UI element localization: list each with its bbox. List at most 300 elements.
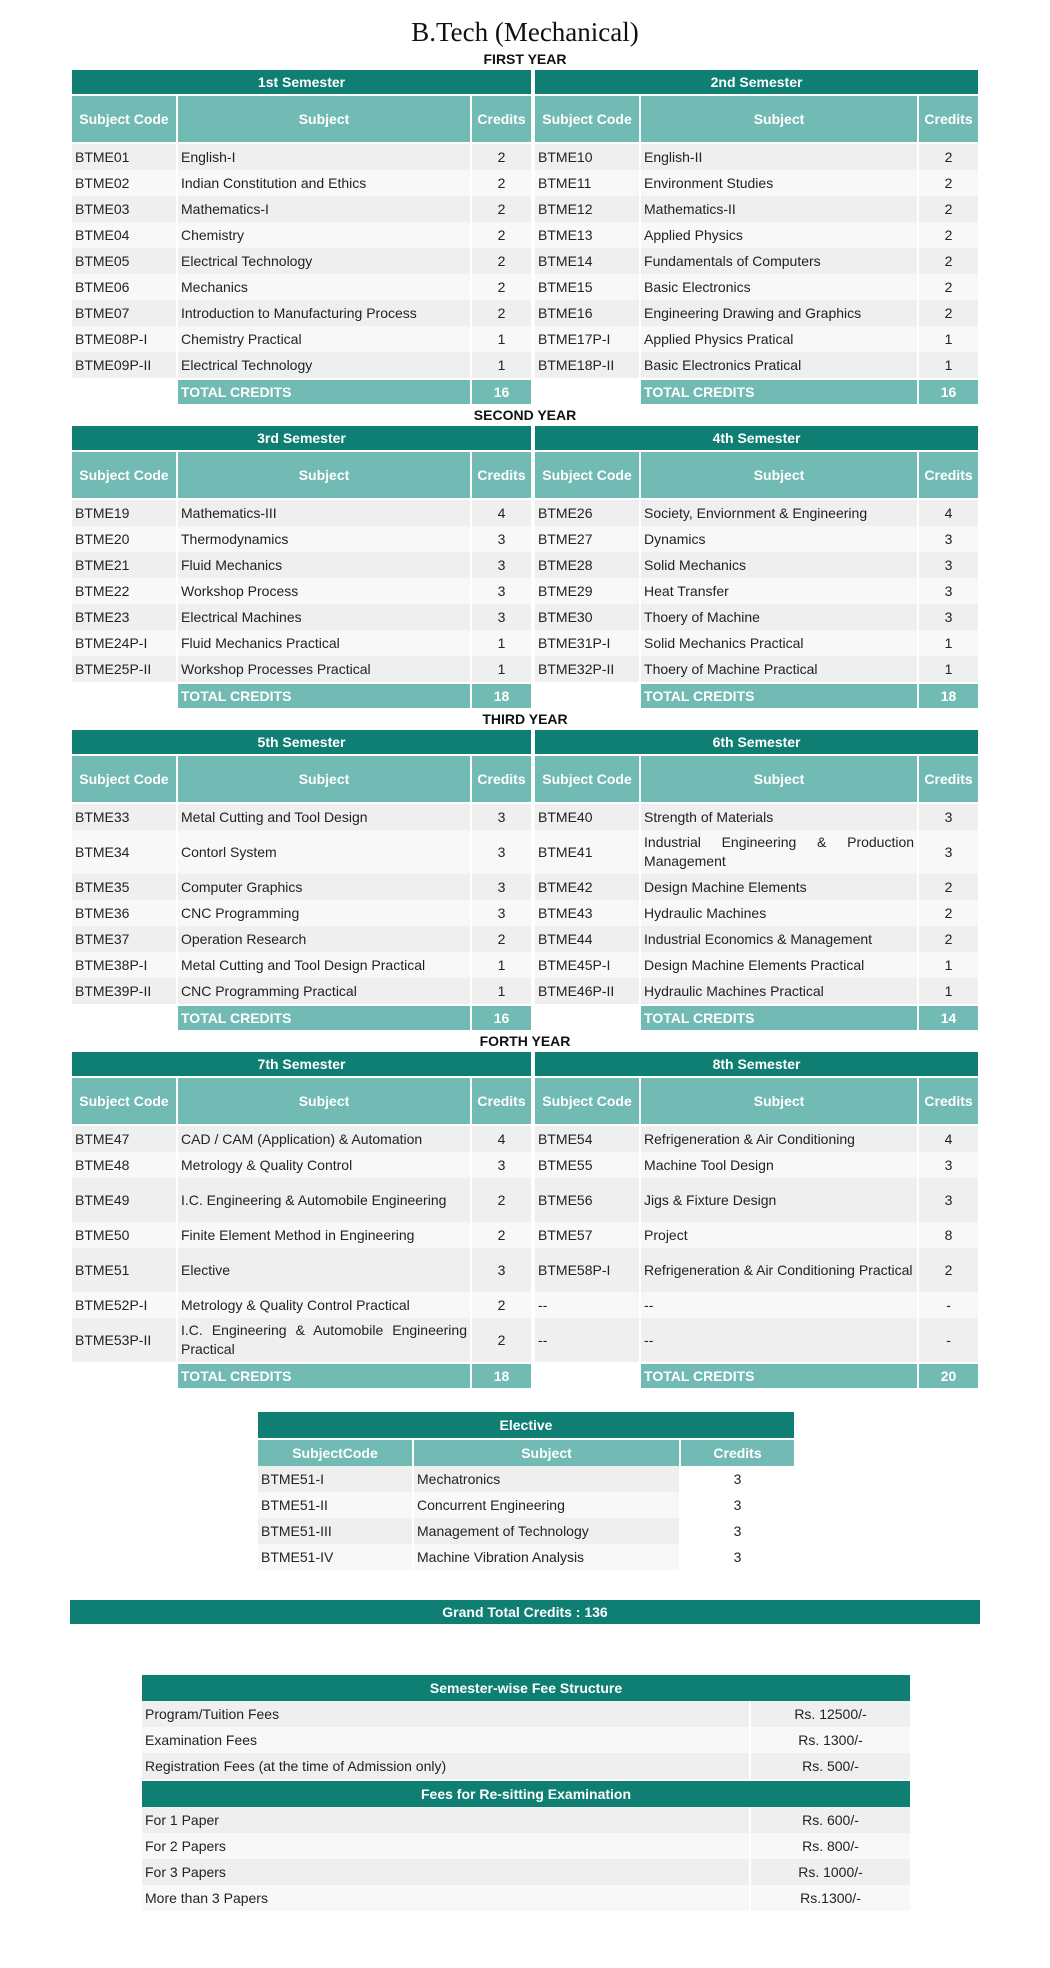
subject-code: BTME01 (72, 144, 176, 170)
subject-name: Workshop Processes Practical (178, 656, 470, 682)
subject-code: BTME15 (535, 274, 639, 300)
col-header-credits: Credits (472, 94, 531, 144)
table-row (535, 1318, 978, 1362)
subject-credits: 1 (472, 656, 531, 682)
subject-credits: 2 (472, 1292, 531, 1318)
subject-code: BTME32P-II (535, 656, 639, 682)
subject-name: Workshop Process (178, 578, 470, 604)
subject-code: BTME10 (535, 144, 639, 170)
subject-code: BTME56 (535, 1178, 639, 1222)
fee-amount: Rs. 1300/- (751, 1727, 910, 1753)
subject-credits: 1 (472, 630, 531, 656)
table-row (72, 900, 531, 926)
table-row (535, 978, 978, 1004)
subject-code: BTME07 (72, 300, 176, 326)
col-header-credits: Credits (919, 754, 978, 804)
elective-code: BTME51-III (258, 1518, 412, 1544)
elective-subject: Concurrent Engineering (414, 1492, 679, 1518)
subject-code: BTME24P-I (72, 630, 176, 656)
subject-name: Refrigeneration & Air Conditioning (641, 1126, 917, 1152)
col-header-subject: Subject (178, 94, 470, 144)
table-row (72, 978, 531, 1004)
subject-credits: 3 (919, 830, 978, 874)
subject-credits: 2 (919, 1248, 978, 1292)
elective-title: Elective (258, 1412, 794, 1438)
table-row (535, 352, 978, 378)
subject-code: BTME57 (535, 1222, 639, 1248)
subject-credits: 2 (472, 196, 531, 222)
subject-name: Basic Electronics (641, 274, 917, 300)
table-row (535, 1152, 978, 1178)
subject-code: BTME12 (535, 196, 639, 222)
fee-row (142, 1833, 910, 1859)
elective-col-code: SubjectCode (258, 1438, 412, 1466)
col-header-credits: Credits (919, 94, 978, 144)
table-row (72, 926, 531, 952)
table-row (72, 578, 531, 604)
table-row (72, 1126, 531, 1152)
subject-credits: 2 (472, 926, 531, 952)
elective-code: BTME51-II (258, 1492, 412, 1518)
table-row (72, 500, 531, 526)
total-value: 18 (919, 682, 978, 708)
total-spacer (535, 378, 639, 404)
table-row (535, 248, 978, 274)
subject-credits: - (919, 1292, 978, 1318)
table-row (72, 1152, 531, 1178)
total-label: TOTAL CREDITS (178, 1004, 470, 1030)
semester-table (70, 730, 533, 1030)
subject-credits: 4 (472, 500, 531, 526)
semester-title: 4th Semester (535, 426, 978, 450)
table-row (72, 274, 531, 300)
subject-code: BTME39P-II (72, 978, 176, 1004)
table-row (258, 1492, 794, 1518)
fee-label: Program/Tuition Fees (142, 1701, 749, 1727)
fee-label: For 1 Paper (142, 1807, 749, 1833)
subject-code: BTME11 (535, 170, 639, 196)
table-row (535, 300, 978, 326)
subject-code: BTME35 (72, 874, 176, 900)
total-row (535, 682, 978, 708)
total-value: 18 (472, 682, 531, 708)
elective-code: BTME51-I (258, 1466, 412, 1492)
semester-title: 7th Semester (72, 1052, 531, 1076)
subject-credits: 2 (472, 170, 531, 196)
table-row (535, 830, 978, 874)
year-label: THIRD YEAR (482, 711, 568, 727)
subject-code: BTME06 (72, 274, 176, 300)
subject-name: Heat Transfer (641, 578, 917, 604)
subject-name: Society, Enviornment & Engineering (641, 500, 917, 526)
total-row (72, 1362, 531, 1388)
fee-row (142, 1859, 910, 1885)
total-spacer (535, 682, 639, 708)
year-row (70, 70, 980, 404)
total-value: 14 (919, 1004, 978, 1030)
table-row (535, 144, 978, 170)
total-label: TOTAL CREDITS (641, 378, 917, 404)
subject-name: Introduction to Manufacturing Process (178, 300, 470, 326)
elective-col-subject: Subject (414, 1438, 679, 1466)
subject-name: Design Machine Elements Practical (641, 952, 917, 978)
subject-credits: 1 (472, 952, 531, 978)
subject-code: BTME48 (72, 1152, 176, 1178)
fee-label: For 3 Papers (142, 1859, 749, 1885)
subject-name: Basic Electronics Pratical (641, 352, 917, 378)
subject-credits: 3 (919, 1152, 978, 1178)
col-header-subject: Subject (178, 754, 470, 804)
subject-credits: 2 (472, 300, 531, 326)
subject-name: Chemistry (178, 222, 470, 248)
subject-name: Design Machine Elements (641, 874, 917, 900)
subject-name: CAD / CAM (Application) & Automation (178, 1126, 470, 1152)
subject-credits: 3 (472, 578, 531, 604)
subject-credits: 1 (472, 978, 531, 1004)
subject-name: Project (641, 1222, 917, 1248)
table-row (72, 196, 531, 222)
total-label: TOTAL CREDITS (641, 1004, 917, 1030)
subject-credits: 2 (919, 248, 978, 274)
subject-credits: 3 (472, 900, 531, 926)
subject-name: English-I (178, 144, 470, 170)
elective-subject: Mechatronics (414, 1466, 679, 1492)
table-row (535, 578, 978, 604)
year-row (70, 426, 980, 708)
table-row (258, 1466, 794, 1492)
subject-name: English-II (641, 144, 917, 170)
subject-credits: 2 (472, 248, 531, 274)
subject-name: Operation Research (178, 926, 470, 952)
subject-code: BTME09P-II (72, 352, 176, 378)
total-row (72, 378, 531, 404)
semester-table (70, 1052, 533, 1388)
table-row (258, 1544, 794, 1570)
total-value: 18 (472, 1362, 531, 1388)
subject-code: BTME23 (72, 604, 176, 630)
table-row (72, 1248, 531, 1292)
subject-code: BTME26 (535, 500, 639, 526)
table-row (535, 1248, 978, 1292)
fee-row (142, 1701, 910, 1727)
total-value: 20 (919, 1362, 978, 1388)
subject-credits: 3 (472, 552, 531, 578)
subject-name: Metal Cutting and Tool Design (178, 804, 470, 830)
subject-code: BTME02 (72, 170, 176, 196)
elective-table (256, 1412, 796, 1570)
total-label: TOTAL CREDITS (641, 1362, 917, 1388)
subject-code: BTME20 (72, 526, 176, 552)
semester-title: 6th Semester (535, 730, 978, 754)
total-row (535, 378, 978, 404)
table-row (72, 1292, 531, 1318)
table-row (535, 196, 978, 222)
subject-code: BTME42 (535, 874, 639, 900)
table-row (72, 1318, 531, 1362)
col-header-subject: Subject (178, 1076, 470, 1126)
subject-name: -- (641, 1292, 917, 1318)
subject-credits: 2 (919, 300, 978, 326)
semester-table (533, 426, 980, 708)
subject-credits: 4 (919, 1126, 978, 1152)
col-header-code: Subject Code (535, 450, 639, 500)
subject-name: Metrology & Quality Control Practical (178, 1292, 470, 1318)
total-row (535, 1362, 978, 1388)
subject-name: I.C. Engineering & Automobile Engineering Practical (178, 1318, 470, 1362)
col-header-code: Subject Code (72, 1076, 176, 1126)
semester-title: 2nd Semester (535, 70, 978, 94)
fee-amount: Rs. 500/- (751, 1753, 910, 1779)
subject-code: BTME31P-I (535, 630, 639, 656)
curriculum (0, 48, 1050, 1388)
subject-credits: 2 (472, 274, 531, 300)
subject-name: Industrial Economics & Management (641, 926, 917, 952)
semester-table (533, 1052, 980, 1388)
table-row (535, 900, 978, 926)
subject-code: BTME22 (72, 578, 176, 604)
table-row (535, 326, 978, 352)
subject-credits: 3 (919, 1178, 978, 1222)
table-row (72, 300, 531, 326)
table-row (72, 874, 531, 900)
subject-credits: 3 (472, 526, 531, 552)
subject-credits: 2 (919, 144, 978, 170)
fee-amount: Rs. 800/- (751, 1833, 910, 1859)
subject-credits: 2 (472, 1222, 531, 1248)
subject-code: BTME05 (72, 248, 176, 274)
subject-credits: 4 (919, 500, 978, 526)
subject-code: BTME29 (535, 578, 639, 604)
table-row (72, 248, 531, 274)
subject-name: Fundamentals of Computers (641, 248, 917, 274)
fee-label: Registration Fees (at the time of Admission only) (142, 1753, 749, 1779)
subject-name: Industrial Engineering & Production Management (641, 830, 917, 874)
subject-credits: 3 (919, 578, 978, 604)
subject-name: Thermodynamics (178, 526, 470, 552)
subject-credits: 2 (919, 926, 978, 952)
subject-credits: 2 (472, 222, 531, 248)
year-label: FORTH YEAR (479, 1033, 571, 1049)
table-row (72, 352, 531, 378)
table-row (72, 656, 531, 682)
subject-name: Environment Studies (641, 170, 917, 196)
subject-name: Metal Cutting and Tool Design Practical (178, 952, 470, 978)
table-row (72, 604, 531, 630)
col-header-subject: Subject (178, 450, 470, 500)
subject-code: BTME55 (535, 1152, 639, 1178)
table-row (72, 326, 531, 352)
subject-code: BTME44 (535, 926, 639, 952)
subject-code: BTME46P-II (535, 978, 639, 1004)
col-header-credits: Credits (472, 450, 531, 500)
subject-credits: 8 (919, 1222, 978, 1248)
table-row (72, 630, 531, 656)
total-label: TOTAL CREDITS (178, 1362, 470, 1388)
total-label: TOTAL CREDITS (641, 682, 917, 708)
semester-title: 1st Semester (72, 70, 531, 94)
table-row (535, 604, 978, 630)
total-value: 16 (472, 1004, 531, 1030)
fee-row (142, 1753, 910, 1779)
table-row (72, 144, 531, 170)
fee-table (140, 1675, 912, 1911)
semester-title: 5th Semester (72, 730, 531, 754)
year-label: FIRST YEAR (483, 51, 567, 67)
subject-code: BTME34 (72, 830, 176, 874)
subject-code: BTME43 (535, 900, 639, 926)
col-header-credits: Credits (919, 450, 978, 500)
subject-name: Refrigeneration & Air Conditioning Practical (641, 1248, 917, 1292)
table-row (535, 1178, 978, 1222)
subject-code: BTME47 (72, 1126, 176, 1152)
total-row (72, 1004, 531, 1030)
semester-title: 8th Semester (535, 1052, 978, 1076)
subject-code: BTME53P-II (72, 1318, 176, 1362)
subject-credits: 1 (919, 978, 978, 1004)
subject-name: Electrical Technology (178, 248, 470, 274)
year-row (70, 1052, 980, 1388)
subject-code: BTME33 (72, 804, 176, 830)
subject-code: BTME30 (535, 604, 639, 630)
subject-credits: 1 (472, 352, 531, 378)
col-header-code: Subject Code (72, 754, 176, 804)
subject-credits: 2 (919, 874, 978, 900)
subject-credits: 1 (919, 952, 978, 978)
subject-name: Thoery of Machine Practical (641, 656, 917, 682)
table-row (72, 952, 531, 978)
subject-credits: 3 (919, 552, 978, 578)
subject-code: BTME17P-I (535, 326, 639, 352)
subject-code: BTME51 (72, 1248, 176, 1292)
subject-credits: 3 (472, 1152, 531, 1178)
subject-credits: 2 (919, 274, 978, 300)
elective-credits: 3 (681, 1544, 794, 1570)
subject-code: BTME52P-I (72, 1292, 176, 1318)
elective-subject: Management of Technology (414, 1518, 679, 1544)
subject-name: Machine Tool Design (641, 1152, 917, 1178)
total-row (72, 682, 531, 708)
subject-credits: 2 (919, 222, 978, 248)
table-row (72, 1222, 531, 1248)
total-spacer (72, 378, 176, 404)
subject-name: Mechanics (178, 274, 470, 300)
col-header-code: Subject Code (72, 94, 176, 144)
subject-credits: 2 (919, 196, 978, 222)
table-row (535, 1292, 978, 1318)
subject-name: Fluid Mechanics Practical (178, 630, 470, 656)
table-row (535, 1126, 978, 1152)
semester-title: 3rd Semester (72, 426, 531, 450)
subject-credits: 1 (919, 326, 978, 352)
subject-credits: 2 (472, 1318, 531, 1362)
table-row (72, 526, 531, 552)
elective-col-credits: Credits (681, 1438, 794, 1466)
subject-credits: - (919, 1318, 978, 1362)
subject-code: BTME41 (535, 830, 639, 874)
total-spacer (72, 1362, 176, 1388)
subject-code: BTME03 (72, 196, 176, 222)
col-header-subject: Subject (641, 754, 917, 804)
fee-label: More than 3 Papers (142, 1885, 749, 1911)
col-header-subject: Subject (641, 450, 917, 500)
total-spacer (72, 1004, 176, 1030)
col-header-code: Subject Code (535, 754, 639, 804)
subject-code: BTME19 (72, 500, 176, 526)
table-row (535, 656, 978, 682)
subject-code: BTME40 (535, 804, 639, 830)
subject-code: BTME50 (72, 1222, 176, 1248)
semester-table (70, 426, 533, 708)
subject-code: BTME38P-I (72, 952, 176, 978)
subject-name: Electrical Technology (178, 352, 470, 378)
subject-credits: 1 (472, 326, 531, 352)
table-row (72, 222, 531, 248)
total-row (535, 1004, 978, 1030)
semester-table (70, 70, 533, 404)
total-value: 16 (919, 378, 978, 404)
col-header-code: Subject Code (535, 94, 639, 144)
table-row (535, 804, 978, 830)
table-row (258, 1518, 794, 1544)
fee-title: Semester-wise Fee Structure (142, 1675, 910, 1701)
subject-name: Dynamics (641, 526, 917, 552)
subject-name: Indian Constitution and Ethics (178, 170, 470, 196)
subject-code: BTME18P-II (535, 352, 639, 378)
subject-name: Finite Element Method in Engineering (178, 1222, 470, 1248)
col-header-credits: Credits (919, 1076, 978, 1126)
subject-name: Hydraulic Machines Practical (641, 978, 917, 1004)
subject-code: -- (535, 1318, 639, 1362)
col-header-credits: Credits (472, 1076, 531, 1126)
col-header-subject: Subject (641, 94, 917, 144)
subject-credits: 3 (472, 1248, 531, 1292)
subject-name: Elective (178, 1248, 470, 1292)
table-row (535, 926, 978, 952)
year-row (70, 730, 980, 1030)
fee-label: For 2 Papers (142, 1833, 749, 1859)
subject-name: CNC Programming (178, 900, 470, 926)
table-row (535, 630, 978, 656)
table-row (535, 222, 978, 248)
subject-code: BTME14 (535, 248, 639, 274)
subject-credits: 1 (919, 352, 978, 378)
subject-code: BTME04 (72, 222, 176, 248)
subject-name: CNC Programming Practical (178, 978, 470, 1004)
subject-name: Engineering Drawing and Graphics (641, 300, 917, 326)
subject-credits: 3 (472, 874, 531, 900)
subject-code: BTME08P-I (72, 326, 176, 352)
subject-name: Fluid Mechanics (178, 552, 470, 578)
subject-code: -- (535, 1292, 639, 1318)
subject-name: Mathematics-II (641, 196, 917, 222)
fee-amount: Rs. 600/- (751, 1807, 910, 1833)
subject-code: BTME49 (72, 1178, 176, 1222)
subject-name: I.C. Engineering & Automobile Engineering (178, 1178, 470, 1222)
col-header-code: Subject Code (535, 1076, 639, 1126)
subject-credits: 1 (919, 630, 978, 656)
elective-code: BTME51-IV (258, 1544, 412, 1570)
total-label: TOTAL CREDITS (178, 682, 470, 708)
fee-row (142, 1885, 910, 1911)
subject-code: BTME36 (72, 900, 176, 926)
subject-credits: 1 (919, 656, 978, 682)
subject-name: Thoery of Machine (641, 604, 917, 630)
elective-credits: 3 (681, 1518, 794, 1544)
subject-credits: 3 (472, 804, 531, 830)
table-row (535, 1222, 978, 1248)
table-row (535, 952, 978, 978)
table-row (535, 874, 978, 900)
